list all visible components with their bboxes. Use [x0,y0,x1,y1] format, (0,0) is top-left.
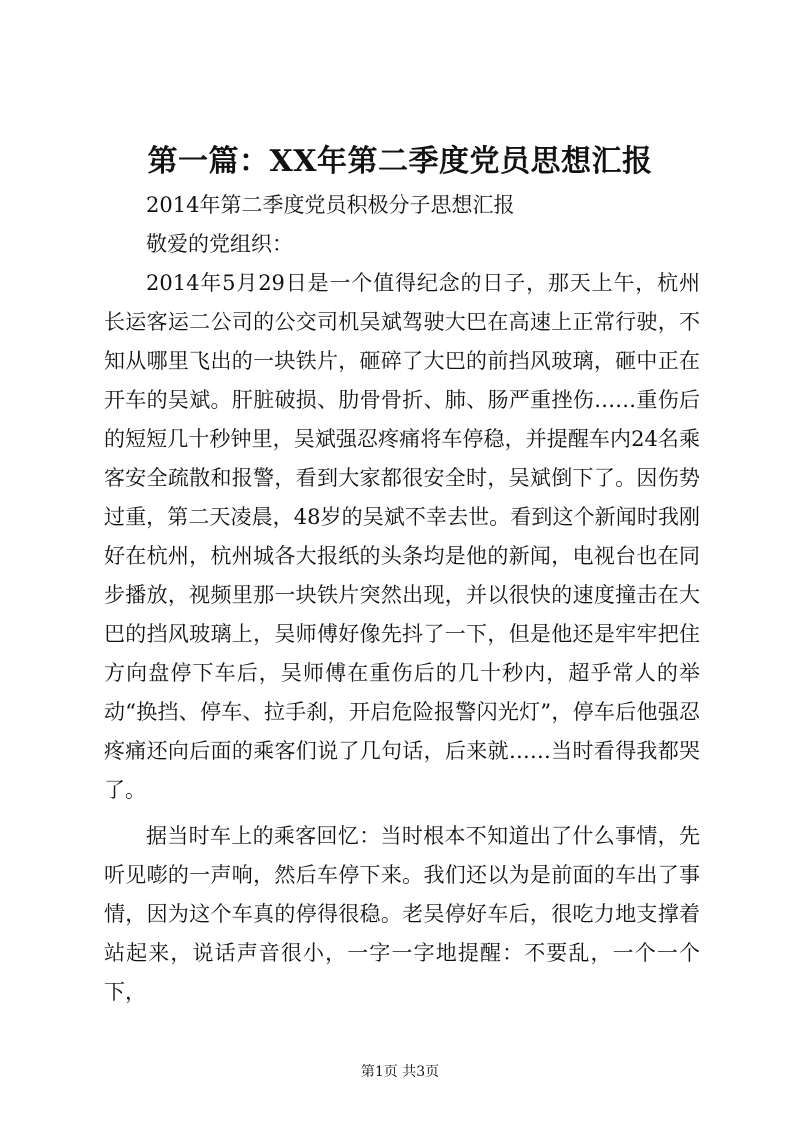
document-body [104,186,700,1012]
page-footer: 第1页 共3页 [360,1064,440,1080]
salutation: 敬爱的党组织： [146,232,293,256]
subtitle-line: 2014年第二季度党员积极分子思想汇报 [146,193,515,217]
paragraph-2: 据当时车上的乘客回忆：当时根本不知道出了什么事情，先听见嘭的一声响，然后车停下来。我们还以为是前面的车出了事情，因为这个车真的停得很稳。老吴停好车后，很吃力地支撑着站起来，说话声音很小，一字一字地提醒：不要乱，一个一个下， [104,824,700,1004]
paragraph-1: 2014年5月29日是一个值得纪念的日子，那天上午，杭州长运客运二公司的公交司机吴斌驾驶大巴在高速上正常行驶，不知从哪里飞出的一块铁片，砸碎了大巴的前挡风玻璃，砸中正在开车的吴斌。肝脏破损、肋骨骨折、肺、肠严重挫伤……重伤后的短短几十秒钟里，吴斌强忍疼痛将车停稳，并提醒车内24名乘客安全疏散和报警，看到大家都很安全时，吴斌倒下了。因伤势过重，第二天凌晨，48岁的吴斌不幸去世。看到这个新闻时我刚好在杭州，杭州城各大报纸的头条均是他的新闻，电视台也在同步播放，视频里那一块铁片突然出现，并以很快的速度撞击在大巴的挡风玻璃上，吴师傅好像先抖了一下，但是他还是牢牢把住方向盘停下车后，吴师傅在重伤后的几十秒内，超乎常人的举动“换挡、停车、拉手刹，开启危险报警闪光灯”，停车后他强忍疼痛还向后面的乘客们说了几句话，后来就……当时看得我都哭了。 [104,271,700,802]
document-title: 第一篇：XX年第二季度党员思想汇报 [147,144,653,179]
